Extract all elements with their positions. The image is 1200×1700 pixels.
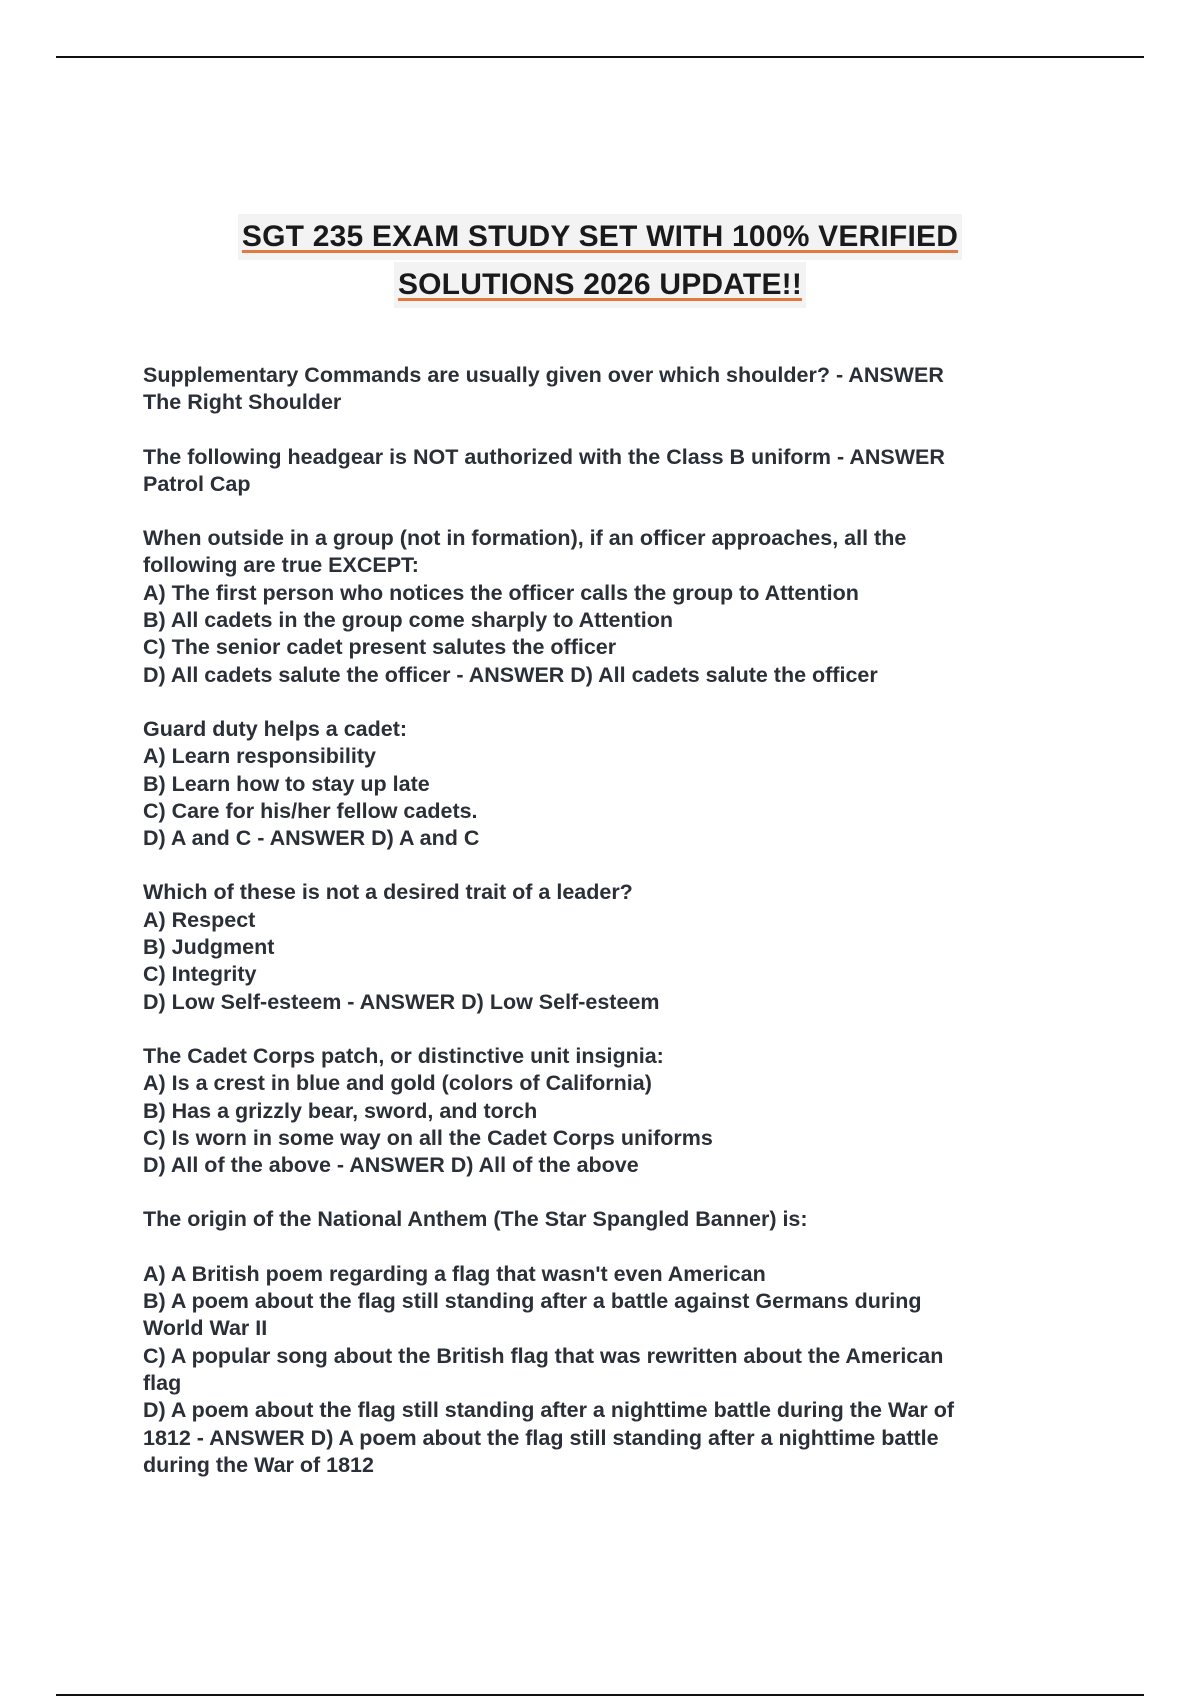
qa-line: C) Care for his/her fellow cadets. [143, 798, 478, 823]
qa-line: flag [143, 1370, 182, 1395]
qa-line: A) The first person who notices the officer calls the group to Attention [143, 580, 859, 605]
qa-line: A) Respect [143, 907, 256, 932]
qa-line: B) Learn how to stay up late [143, 771, 430, 796]
qa-line: C) A popular song about the British flag that was rewritten about the American [143, 1343, 944, 1368]
top-horizontal-rule [56, 56, 1144, 58]
qa-line: B) A poem about the flag still standing after a battle against Germans during [143, 1289, 922, 1314]
qa-line: The Right Shoulder [143, 390, 342, 415]
qa-block-4 [143, 716, 1043, 852]
qa-line: C) Integrity [143, 962, 257, 987]
qa-line: B) All cadets in the group come sharply to Attention [143, 608, 673, 633]
qa-line: Supplementary Commands are usually given over which shoulder? - ANSWER [143, 363, 944, 387]
qa-block-1 [143, 362, 1043, 417]
qa-block-3 [143, 525, 1043, 689]
qa-line: The following headgear is NOT authorized with the Class B uniform - ANSWER [143, 444, 945, 469]
qa-line: A) Is a crest in blue and gold (colors of California) [143, 1071, 652, 1096]
qa-line: D) Low Self-esteem - ANSWER D) Low Self-esteem [143, 989, 660, 1014]
qa-block-2 [143, 444, 1043, 499]
title-line-1: SGT 235 EXAM STUDY SET WITH 100% VERIFIED [238, 214, 962, 260]
qa-line: Patrol Cap [143, 471, 251, 496]
title-line-2: SOLUTIONS 2026 UPDATE!! [394, 262, 806, 308]
qa-line: Which of these is not a desired trait of a leader? [143, 880, 633, 905]
qa-line: D) A poem about the flag still standing after a nighttime battle during the War of [143, 1398, 955, 1423]
qa-line: C) The senior cadet present salutes the officer [143, 635, 617, 660]
qa-line: D) All of the above - ANSWER D) All of the above [143, 1153, 639, 1178]
bottom-horizontal-rule [56, 1694, 1144, 1696]
qa-block-7 [143, 1206, 1043, 1479]
qa-line: A) Learn responsibility [143, 744, 376, 769]
qa-line: D) All cadets salute the officer - ANSWER D) All cadets salute the officer [143, 662, 878, 687]
qa-line: C) Is worn in some way on all the Cadet Corps uniforms [143, 1125, 713, 1150]
qa-line: D) A and C - ANSWER D) A and C [143, 826, 480, 851]
qa-content [143, 362, 1043, 1506]
qa-line: during the War of 1812 [143, 1452, 374, 1477]
document-title [0, 214, 1200, 308]
qa-line: World War II [143, 1316, 268, 1341]
qa-line: following are true EXCEPT: [143, 553, 419, 578]
qa-line: When outside in a group (not in formation), if an officer approaches, all the [143, 526, 907, 551]
blank-line [143, 1234, 1043, 1261]
qa-line: 1812 - ANSWER D) A poem about the flag still standing after a nighttime battle [143, 1425, 939, 1450]
qa-line: A) A British poem regarding a flag that wasn't even American [143, 1261, 766, 1286]
qa-line: B) Judgment [143, 935, 275, 960]
qa-block-5 [143, 879, 1043, 1015]
qa-block-6 [143, 1043, 1043, 1179]
qa-line: The origin of the National Anthem (The Star Spangled Banner) is: [143, 1207, 808, 1232]
qa-line: B) Has a grizzly bear, sword, and torch [143, 1098, 538, 1123]
qa-line: Guard duty helps a cadet: [143, 716, 408, 741]
qa-line: The Cadet Corps patch, or distinctive unit insignia: [143, 1043, 664, 1068]
